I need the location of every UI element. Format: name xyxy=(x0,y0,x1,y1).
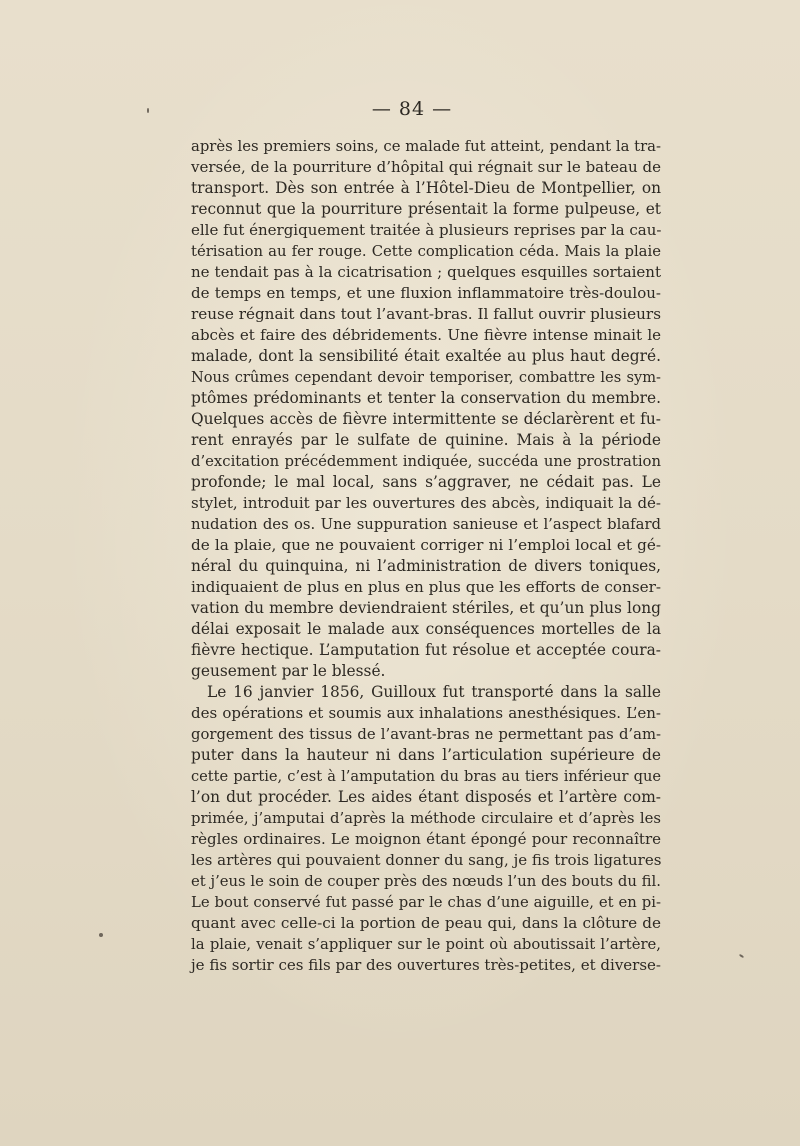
text-line: reconnut que la pourriture présentait la forme pulpeuse, et xyxy=(191,200,661,218)
paper-speck xyxy=(739,954,744,959)
text-line: vation du membre deviendraient stériles, et qu’un plus long xyxy=(191,599,661,617)
text-line: règles ordinaires. Le moignon étant épongé pour reconnaître xyxy=(191,830,661,848)
text-line: après les premiers soins, ce malade fut atteint, pendant la tra- xyxy=(191,138,661,155)
text-line: rent enrayés par le sulfate de quinine. Mais à la période xyxy=(191,431,661,449)
text-line: la plaie, venait s’appliquer sur le point où aboutissait l’artère, xyxy=(191,936,661,953)
text-line: et j’eus le soin de couper près des nœuds l’un des bouts du fil. xyxy=(191,873,661,890)
text-line: indiquaient de plus en plus en plus que les efforts de conser- xyxy=(191,578,661,596)
text-line: néral du quinquina, ni l’administration de divers toniques, xyxy=(191,557,661,575)
text-line: gorgement des tissus de l’avant-bras ne permettant pas d’am- xyxy=(191,726,661,743)
text-line: cette partie, c’est à l’amputation du bras au tiers inférieur que xyxy=(191,768,661,785)
text-line: fièvre hectique. L’amputation fut résolue et acceptée coura- xyxy=(191,641,661,659)
text-line: de temps en temps, et une fluxion inflammatoire très-doulou- xyxy=(191,284,661,302)
paper-speck xyxy=(99,933,103,937)
text-line: ne tendait pas à la cicatrisation ; quelques esquilles sortaient xyxy=(191,263,661,281)
text-line: des opérations et soumis aux inhalations anesthésiques. L’en- xyxy=(191,704,661,722)
text-line: nudation des os. Une suppuration sanieuse et l’aspect blafard xyxy=(191,516,661,533)
text-line: primée, j’amputai d’après la méthode circulaire et d’après les xyxy=(191,810,661,827)
text-line: stylet, introduit par les ouvertures des abcès, indiquait la dé- xyxy=(191,494,661,512)
text-line: elle fut énergiquement traitée à plusieurs reprises par la cau- xyxy=(191,221,662,239)
text-line: Nous crûmes cependant devoir temporiser, combattre les sym- xyxy=(191,369,661,386)
text-line: Le bout conservé fut passé par le chas d’une aiguille, et en pi- xyxy=(191,894,661,911)
text-line: térisation au fer rouge. Cette complication céda. Mais la plaie xyxy=(191,243,661,260)
text-line: Le 16 janvier 1856, Guilloux fut transporté dans la salle xyxy=(207,683,661,701)
text-line: abcès et faire des débridements. Une fièvre intense minait le xyxy=(191,326,661,344)
text-line: transport. Dès son entrée à l’Hôtel-Dieu de Montpellier, on xyxy=(191,179,661,197)
text-line: geusement par le blessé. xyxy=(191,662,386,680)
text-line: d’excitation précédemment indiquée, succéda une prostration xyxy=(191,453,661,470)
text-line: délai exposait le malade aux conséquences mortelles de la xyxy=(191,620,661,638)
paragraph-2 xyxy=(191,682,661,976)
text-line: Quelques accès de fièvre intermittente se déclarèrent et fu- xyxy=(191,410,661,428)
text-line: reuse régnait dans tout l’avant-bras. Il fallut ouvrir plusieurs xyxy=(191,305,661,323)
text-line: les artères qui pouvaient donner du sang, je fis trois ligatures xyxy=(191,851,662,869)
paragraph-1 xyxy=(191,136,661,682)
text-line: quant avec celle-ci la portion de peau qui, dans la clôture de xyxy=(191,914,661,932)
text-line: profonde; le mal local, sans s’aggraver, ne cédait pas. Le xyxy=(191,473,661,491)
text-line: je fis sortir ces fils par des ouvertures très-petites, et diverse- xyxy=(191,956,661,974)
page-number: — 84 — xyxy=(371,98,453,120)
body-text xyxy=(191,136,661,976)
text-line: de la plaie, que ne pouvaient corriger ni l’emploi local et gé- xyxy=(191,536,661,554)
text-line: puter dans la hauteur ni dans l’articulation supérieure de xyxy=(191,746,661,764)
text-line: l’on dut procéder. Les aides étant disposés et l’artère com- xyxy=(191,788,661,806)
text-line: versée, de la pourriture d’hôpital qui régnait sur le bateau de xyxy=(191,158,661,176)
text-line: malade, dont la sensibilité était exaltée au plus haut degré. xyxy=(191,347,661,365)
paper-speck xyxy=(147,108,149,113)
text-line: ptômes prédominants et tenter la conservation du membre. xyxy=(191,389,661,407)
